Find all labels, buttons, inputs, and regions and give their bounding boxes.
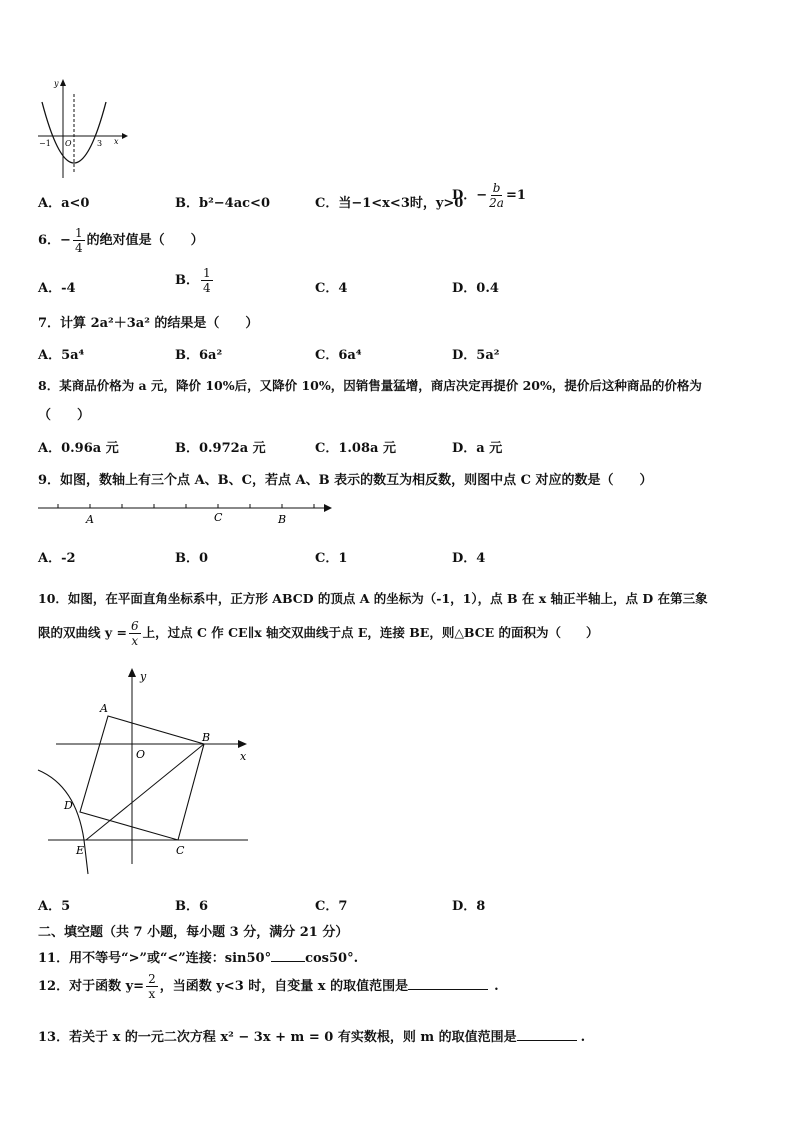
- fraction-denominator: x: [131, 634, 139, 648]
- q5-option-d-prefix: D．−: [452, 188, 488, 203]
- q5-option-b[interactable]: B．b²−4ac<0: [175, 196, 270, 211]
- fraction-denominator: 2a: [489, 196, 504, 210]
- q9-option-b[interactable]: B．0: [175, 551, 209, 566]
- point-c-label: C: [214, 511, 223, 524]
- q10-option-c[interactable]: C．7: [315, 899, 348, 914]
- q13-stem: [38, 1026, 585, 1045]
- q10-option-b[interactable]: B．6: [175, 899, 209, 914]
- q10-stem2-prefix: 限的双曲线 y =: [38, 625, 127, 640]
- q12-fraction: [146, 972, 158, 1001]
- q6-option-b-prefix: B．: [175, 273, 199, 288]
- q10-stem-line1: 10．如图，在平面直角坐标系中，正方形 ABCD 的顶点 A 的坐标为（-1，1），点 B 在 x 轴正半轴上，点 D 在第三象: [38, 591, 708, 606]
- square-hyperbola-figure: [36, 664, 256, 882]
- fraction-numerator: 1: [74, 226, 83, 240]
- q9-option-d[interactable]: D．4: [452, 551, 486, 566]
- q7-option-c[interactable]: C．6a⁴: [315, 348, 362, 363]
- q10-option-d[interactable]: D．8: [452, 899, 486, 914]
- number-line-arrow: [324, 504, 332, 512]
- q5-option-c[interactable]: C．当−1<x<3时，y>0: [315, 196, 464, 211]
- q10-stem2-suffix: 上，过点 C 作 CE∥x 轴交双曲线于点 E，连接 BE，则△BCE 的面积为（ ）: [142, 625, 599, 640]
- x-axis-arrow: [238, 740, 247, 748]
- parabola-y-label: y: [54, 79, 59, 88]
- q12-prefix: 12．对于函数 y=: [38, 979, 145, 994]
- q7-option-b[interactable]: B．6a²: [175, 348, 223, 363]
- q9-option-c[interactable]: C．1: [315, 551, 348, 566]
- q6-stem: [38, 226, 204, 255]
- y-axis-arrow: [128, 668, 136, 677]
- q8-option-a[interactable]: A．0.96a 元: [38, 441, 119, 456]
- q12-suffix: ，当函数 y<3 时，自变量 x 的取值范围是: [159, 979, 409, 994]
- fraction-denominator: x: [148, 987, 156, 1001]
- q8-stem: 8．某商品价格为 a 元，降价 10%后，又降价 10%，因销售量猛增，商店决定再提价 20%，提价后这种商品的价格为: [38, 378, 702, 393]
- fig-label-y: y: [140, 670, 147, 683]
- square-abcd: [80, 716, 204, 840]
- q6-option-c[interactable]: C．4: [315, 281, 348, 296]
- q12-end: .: [494, 979, 499, 994]
- x-axis-arrow: [122, 133, 128, 139]
- fig-label-o: O: [136, 748, 146, 761]
- q8-option-b[interactable]: B．0.972a 元: [175, 441, 266, 456]
- q11-stem: [38, 947, 358, 966]
- q5-option-d-suffix: =1: [505, 188, 526, 203]
- q12-stem: [38, 972, 499, 1001]
- q7-option-a[interactable]: A．5a⁴: [38, 348, 85, 363]
- q7-option-d[interactable]: D．5a²: [452, 348, 500, 363]
- parabola-origin-label: O: [65, 139, 72, 148]
- number-line-figure: [36, 498, 336, 528]
- q13-end: .: [580, 1030, 586, 1045]
- q6-option-a[interactable]: A．-4: [38, 281, 76, 296]
- q8-option-d[interactable]: D．a 元: [452, 441, 503, 456]
- q10-option-a[interactable]: A．5: [38, 899, 71, 914]
- q11-stem-part1: 11．用不等号“>”或“<”连接：sin50°: [38, 951, 272, 966]
- q6-option-d[interactable]: D．0.4: [452, 281, 499, 296]
- hyperbola-curve: [38, 770, 88, 874]
- q9-option-a[interactable]: A．-2: [38, 551, 76, 566]
- parabola-neg1-label: −1: [39, 139, 51, 148]
- q11-answer-blank[interactable]: [271, 961, 305, 962]
- fig-label-b: B: [202, 731, 211, 744]
- parabola-three-label: 3: [97, 139, 103, 148]
- fig-label-x: x: [240, 750, 247, 763]
- parabola-figure: [34, 74, 130, 182]
- fraction-numerator: 1: [203, 266, 211, 280]
- number-line-ticks: [58, 504, 314, 508]
- fraction-denominator: 4: [74, 241, 83, 255]
- q10-fraction: [129, 619, 141, 648]
- q13-answer-blank[interactable]: [517, 1040, 577, 1041]
- parabola-x-label: x: [114, 137, 119, 146]
- q9-stem: 9．如图，数轴上有三个点 A、B、C，若点 A、B 表示的数互为相反数，则图中点 C 对应的数是（ ）: [38, 473, 653, 488]
- q6-prefix: 6．−: [38, 233, 71, 248]
- fraction-numerator: 2: [148, 972, 156, 986]
- q11-stem-part2: cos50°.: [305, 951, 359, 966]
- fraction-denominator: 4: [203, 281, 211, 295]
- point-a-label: A: [86, 513, 94, 526]
- q7-stem: 7．计算 2a²＋3a² 的结果是（ ）: [38, 316, 259, 331]
- fig-label-a: A: [100, 702, 108, 715]
- y-axis-arrow: [60, 79, 66, 86]
- q5-option-a[interactable]: A．a<0: [38, 196, 90, 211]
- q6-option-b[interactable]: [175, 266, 215, 295]
- fig-label-e: E: [76, 844, 85, 857]
- q8-stem-parens: （ ）: [38, 408, 91, 423]
- q6-option-b-fraction: [201, 266, 213, 295]
- fraction-numerator: 6: [130, 619, 139, 633]
- fig-label-c: C: [176, 844, 185, 857]
- q12-answer-blank[interactable]: [408, 989, 488, 990]
- q5-option-d-fraction: [489, 181, 504, 210]
- point-b-label: B: [278, 513, 287, 526]
- q6-suffix: 的绝对值是（ ）: [86, 233, 204, 248]
- section-2-title: 二、填空题（共 7 小题，每小题 3 分，满分 21 分）: [38, 925, 349, 940]
- q5-option-d[interactable]: [452, 181, 526, 210]
- q10-stem-line2: [38, 619, 599, 648]
- q13-stem-part1: 13．若关于 x 的一元二次方程 x² − 3x + m = 0 有实数根，则 m 的取值范围是: [38, 1030, 517, 1045]
- fig-label-d: D: [64, 799, 73, 812]
- q8-option-c[interactable]: C．1.08a 元: [315, 441, 396, 456]
- q6-fraction: [73, 226, 85, 255]
- fraction-numerator: b: [492, 181, 501, 195]
